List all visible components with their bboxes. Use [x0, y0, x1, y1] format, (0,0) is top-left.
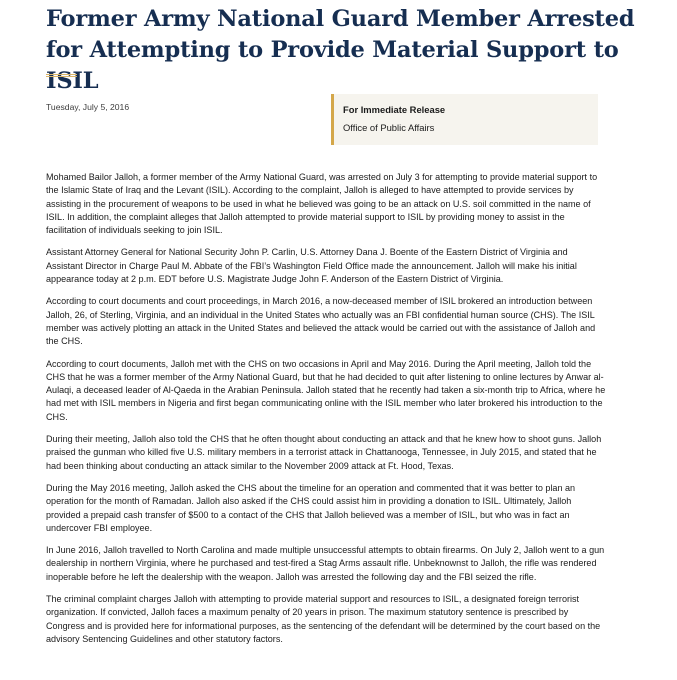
- paragraph-1: Mohamed Bailor Jalloh, a former member of the Army National Guard, was arrested on July 3 for attempting to provide material support to the Islamic State of Iraq and the Levant (ISIL). According to the complaint, Jalloh is alleged to have attempted to provide services by assisting in the procurement of weapons to be used in what he believed was going to be an attack on U.S. soil committed in the name of ISIL. In addition, the complaint alleges that Jalloh attempted to provide material support to ISIL by providing money to assist in the facilitation of individuals seeking to join ISIL.: [46, 172, 598, 236]
- release-label: For Immediate Release: [343, 104, 446, 115]
- paragraph-4: According to court documents, Jalloh met with the CHS on two occasions in April and May 2016. During the April meeting, Jalloh told the CHS that he was a former member of the Army National Guard, but that he had decided to quit after listening to online lectures by Anwar al-Aulaqi, a deceased leader of Al-Qaeda in the Arabian Peninsula. Jalloh stated that he recently had taken a six-month trip to Africa, where he had met with ISIL members in Nigeria and first began communicating online with the ISIL member who later brokered his introduction to the CHS.: [46, 358, 606, 422]
- article-title: Former Army National Guard Member Arrested for Attempting to Provide Material Support to ISIL: [46, 6, 635, 94]
- paragraph-5: During their meeting, Jalloh also told the CHS that he often thought about conducting an attack and that he knew how to shoot guns. Jalloh praised the gunman who killed five U.S. military members in a terrorist attack in Chattanooga, Tennessee, in July 2015, and stated that he had been thinking about conducting an attack similar to the November 2009 attack at Ft. Hood, Texas.: [46, 434, 602, 471]
- publish-date: Tuesday, July 5, 2016: [46, 102, 130, 112]
- paragraph-6: During the May 2016 meeting, Jalloh asked the CHS about the timeline for an operation and commented that it was better to plan an operation for the month of Ramadan. Jalloh also asked if the CHS could assist him in providing a donation to ISIL. Ultimately, Jalloh provided a prepaid cash transfer of $500 to a contact of the CHS that Jalloh believed was a member of ISIL, but who was in fact an undercover FBI employee.: [46, 482, 576, 533]
- paragraph-7: In June 2016, Jalloh travelled to North Carolina and made multiple unsuccessful attempts to obtain firearms. On July 2, Jalloh went to a gun dealership in northern Virginia, where he purchased and test-fired a Stag Arms assault rifle. Unbeknownst to Jalloh, the rifle was rendered inoperable before he left the dealership with the weapon. Jalloh was arrested the following day and the FBI seized the rifle.: [46, 545, 605, 582]
- title-divider: [46, 74, 77, 77]
- office-name: Office of Public Affairs: [343, 122, 435, 133]
- article-body: [46, 171, 606, 655]
- release-info-box: [331, 94, 598, 145]
- paragraph-8: The criminal complaint charges Jalloh with attempting to provide material support and resources to ISIL, a designated foreign terrorist organization. If convicted, Jalloh faces a maximum penalty of 20 years in prison. The maximum statutory sentence is prescribed by Congress and is provided here for informational purposes, as the sentencing of the defendant will be determined by the court based on the advisory Sentencing Guidelines and other statutory factors.: [46, 594, 601, 644]
- paragraph-3: According to court documents and court proceedings, in March 2016, a now-deceased member of ISIL brokered an introduction between Jalloh, 26, of Sterling, Virginia, and an individual in the United States who actually was an FBI confidential human source (CHS). The ISIL member was actively plotting an attack in the United States and believed the attack would be carried out with the assistance of Jalloh and the CHS.: [46, 296, 596, 347]
- paragraph-2: Assistant Attorney General for National Security John P. Carlin, U.S. Attorney Dana J. Boente of the Eastern District of Virginia and Assistant Director in Charge Paul M. Abbate of the FBI’s Washington Field Office made the announcement. Jalloh will make his initial appearance today at 2 p.m. EDT before U.S. Magistrate Judge John F. Anderson of the Eastern District of Virginia.: [46, 247, 577, 285]
